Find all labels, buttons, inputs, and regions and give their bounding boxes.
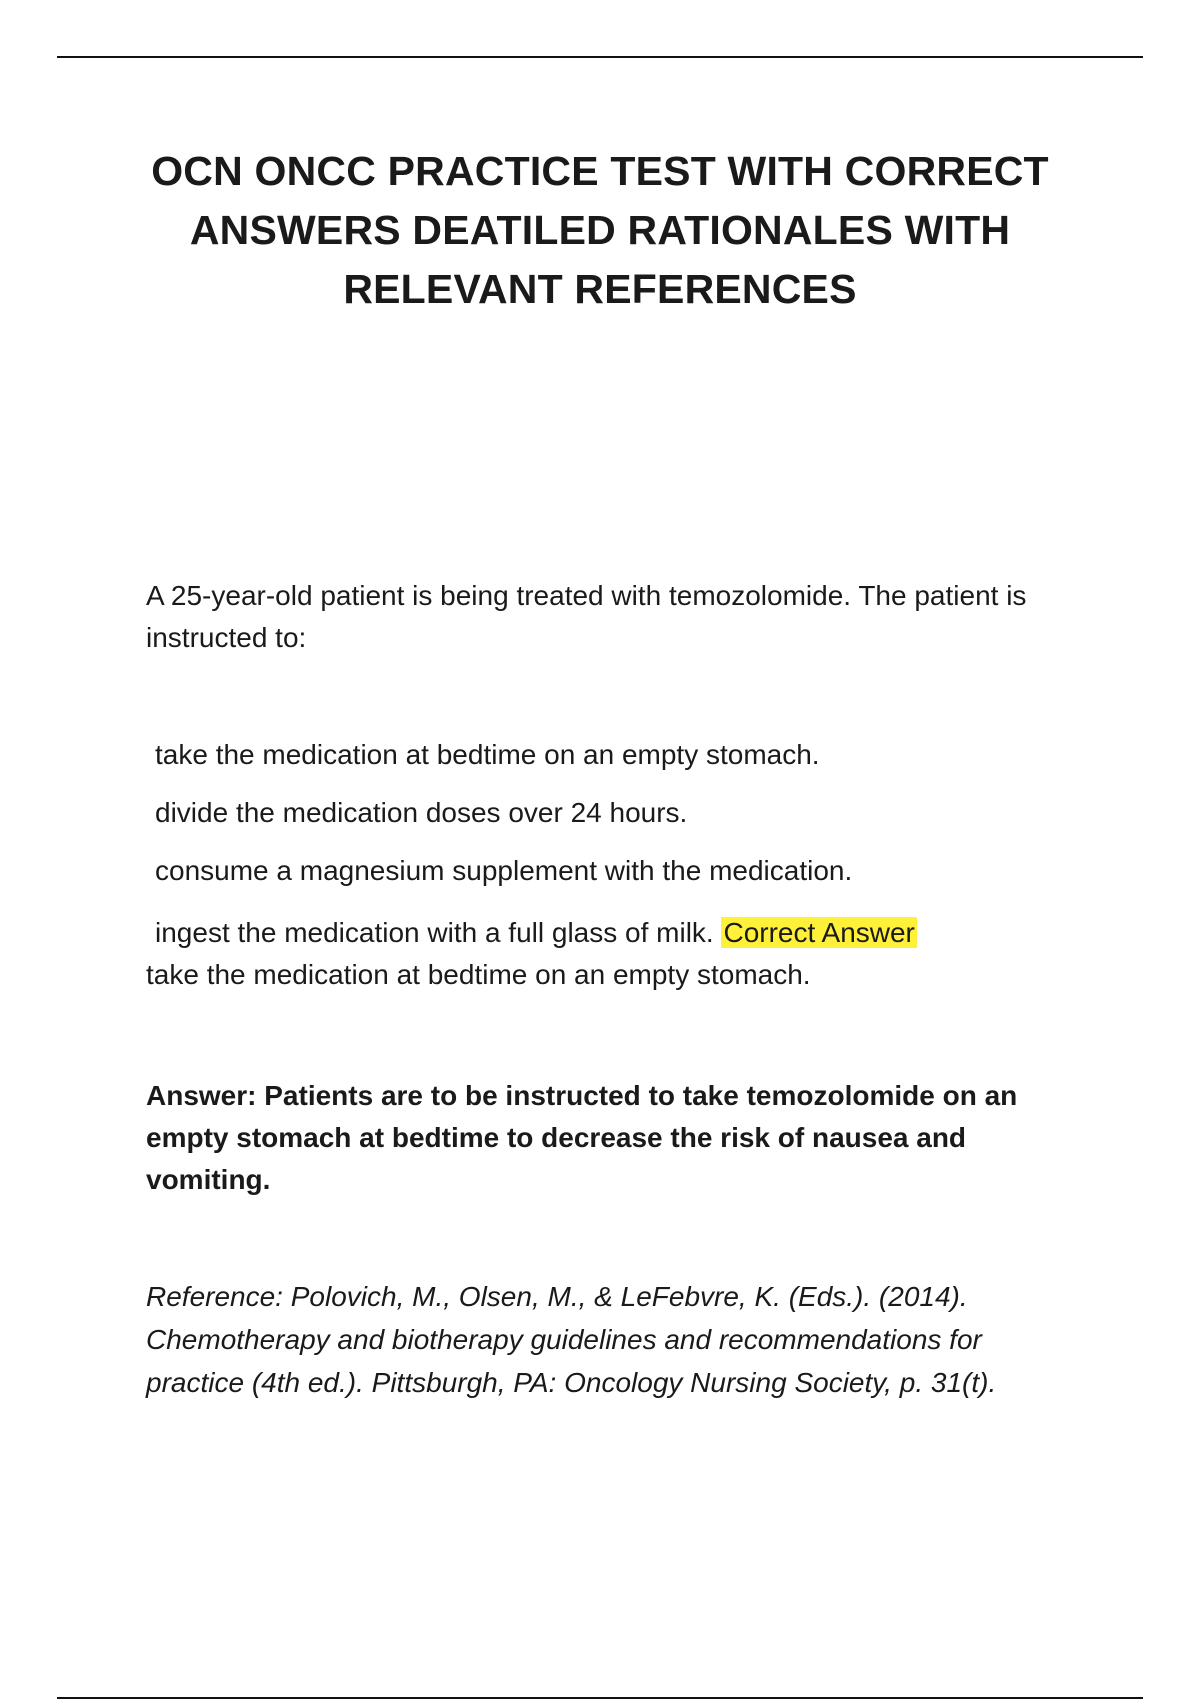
rationale-text: Answer: Patients are to be instructed to take temozolomide on an empty stomach at bedtime to decrease the risk of nausea and vomiting. [146,1080,1018,1195]
page-title: OCN ONCC PRACTICE TEST WITH CORRECT ANSWERS DEATILED RATIONALES WITH RELEVANT REFERENCES [151,148,1049,312]
answer-options-list [146,734,1086,908]
reference-citation: Reference: Polovich, M., Olsen, M., & LeFebvre, K. (Eds.). (2014). Chemotherapy and biotherapy guidelines and recommendations for practice (4th ed.). Pittsburgh, PA: Oncology Nursing Society, p. 31(t). [146,1281,997,1398]
answer-option: divide the medication doses over 24 hours. [155,797,688,828]
bottom-divider [57,1697,1143,1699]
answer-option: take the medication at bedtime on an empty stomach. [155,739,820,770]
top-divider [57,56,1143,58]
answer-option: consume a magnesium supplement with the medication. [155,855,853,886]
answer-option: ingest the medication with a full glass of milk. [155,917,714,948]
correct-answer-text: take the medication at bedtime on an empty stomach. [146,959,811,990]
last-option-with-answer [146,912,1086,996]
correct-answer-label: Correct Answer [723,917,915,948]
question-text: A 25-year-old patient is being treated with temozolomide. The patient is instructed to: [146,580,1027,653]
